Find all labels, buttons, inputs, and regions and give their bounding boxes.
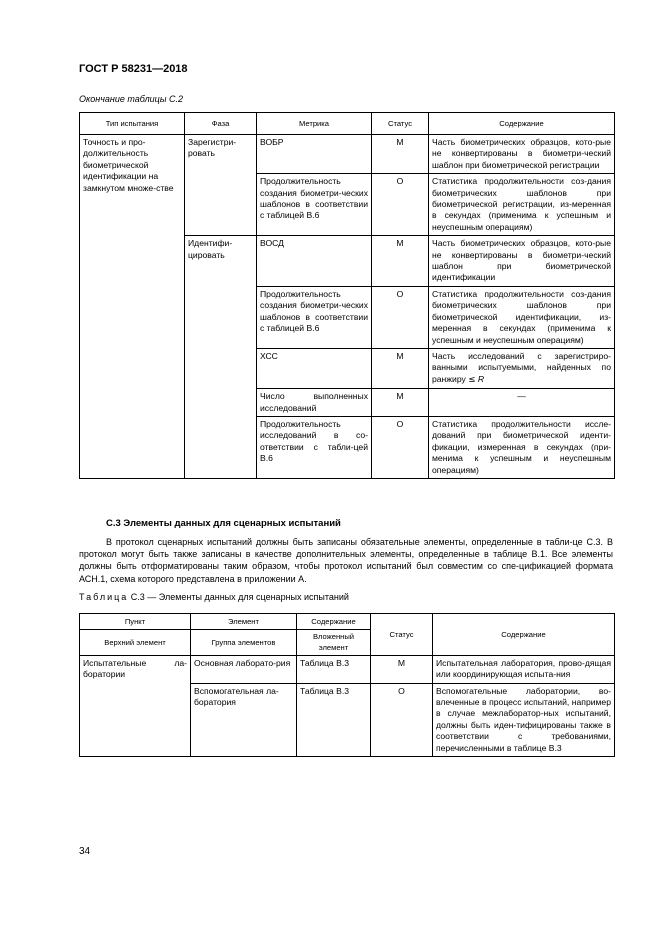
metric-cell: ВОБР — [257, 135, 372, 174]
status-cell: М — [372, 389, 429, 417]
column-header-content: Содержание — [429, 113, 615, 135]
column-header-group: Группа элементов — [191, 630, 297, 656]
status-cell: О — [372, 174, 429, 236]
metric-cell: ВОСД — [257, 236, 372, 287]
column-header-status: Статус — [372, 113, 429, 135]
description-cell: Вспомогательные лаборатории, во-влеченные в процесс испытаний, например в случае межлаборатор-ных испытаний, должны быть иден-тифицированы также в соответствии с требованиями, перечисленными в таблице В.3 — [433, 683, 615, 756]
column-header-phase: Фаза — [185, 113, 257, 135]
top-element-cell: Испытательные ла-боратории — [80, 655, 191, 756]
document-code-header: ГОСТ Р 58231—2018 — [79, 63, 188, 75]
less-or-equal-symbol: ≤ — [468, 374, 476, 385]
status-cell: М — [372, 348, 429, 388]
metric-cell: Продолжительность исследований в со-ответствии с табли-цей В.6 — [257, 416, 372, 478]
group-cell: Вспомогательная ла-боратория — [191, 683, 297, 756]
rank-variable: R — [477, 373, 485, 384]
table-caption-word: Таблица — [79, 592, 129, 602]
table-c2 — [79, 112, 615, 479]
table-header-row — [80, 113, 615, 135]
table-header-row — [80, 614, 615, 630]
nested-cell: Таблица В.3 — [297, 655, 371, 683]
column-header-content-group: Содержание — [297, 614, 371, 630]
group-cell: Основная лаборато-рия — [191, 655, 297, 683]
status-cell: О — [372, 286, 429, 348]
column-header-test-type: Тип испытания — [80, 113, 185, 135]
table-caption-text: С.3 — Элементы данных для сценарных испытаний — [128, 592, 349, 602]
table-c3 — [79, 613, 615, 757]
content-cell: Статистика продолжительности соз-дания биометрических шаблонов при биометрической регистрации, из-меренная в секундах (применима к успешным и неуспешным операциям) — [429, 174, 615, 236]
section-c3-paragraph: В протокол сценарных испытаний должны быть записаны обязательные элементы, определенные в табли-це С.3. В протокол могут быть также записаны в качестве дополнительных элементы, определенные в таблице В.1. Все элементы должны быть отформатированы таким образом, чтобы протокол испытаний был совместим со спе-цификацией формата АСН.1, схема которого представлена в приложении А. — [79, 537, 613, 584]
column-header-item: Пункт — [80, 614, 191, 630]
content-cell: Часть биометрических образцов, кото-рые не конвертированы в биометри-ческий шаблон при биометрической регистрации — [429, 135, 615, 174]
section-c3-title: С.3 Элементы данных для сценарных испытаний — [106, 518, 341, 529]
content-cell: Статистика продолжительности иссле-дований при биометрической иденти-фикации, измеренная в секундах (при-менима к успешным и неуспешным операциям) — [429, 416, 615, 478]
status-cell: М — [372, 135, 429, 174]
column-header-metric: Метрика — [257, 113, 372, 135]
nested-cell: Таблица В.3 — [297, 683, 371, 756]
content-cell: Статистика продолжительности соз-дания биометрических шаблонов при биометрической идентификации, из-меренная в секундах (применима к успешным и неуспешным операциям) — [429, 286, 615, 348]
status-cell: О — [371, 683, 433, 756]
test-type-cell: Точность и про-должительность биометрической идентификации на замкнутом множе-стве — [80, 135, 185, 479]
metric-cell: Продолжительность создания биометри-ческих шаблонов в соответствии с таблицей В.6 — [257, 286, 372, 348]
content-text: Часть исследований с зарегистриро-ванными испытуемыми, найденных по ранжиру — [432, 350, 611, 384]
column-header-nested: Вложенный элемент — [297, 630, 371, 656]
status-cell: М — [371, 655, 433, 683]
page-number: 34 — [79, 846, 91, 857]
table-row — [80, 655, 615, 683]
status-cell: М — [372, 236, 429, 287]
content-cell: Часть биометрических образцов, кото-рые не конвертированы в биометри-ческий шаблон при биометрической идентификации — [429, 236, 615, 287]
column-header-status: Статус — [371, 614, 433, 656]
phase-identify-cell: Идентифи-цировать — [185, 236, 257, 479]
column-header-element: Элемент — [191, 614, 297, 630]
metric-cell: Продолжительность создания биометри-ческих шаблонов в соответствии с таблицей В.6 — [257, 174, 372, 236]
metric-cell: ХСС — [257, 348, 372, 388]
status-cell: О — [372, 416, 429, 478]
table-row — [80, 135, 615, 174]
table-c2-continuation-caption: Окончание таблицы С.2 — [79, 94, 183, 104]
description-cell: Испытательная лаборатория, прово-дящая или координирующая испыта-ния — [433, 655, 615, 683]
metric-cell: Число выполненных исследований — [257, 389, 372, 417]
table-c3-caption — [79, 592, 349, 602]
phase-register-cell: Зарегистри-ровать — [185, 135, 257, 236]
content-cell: — — [429, 389, 615, 417]
column-header-description: Содержание — [433, 614, 615, 656]
column-header-top-element: Верхний элемент — [80, 630, 191, 656]
content-cell — [429, 348, 615, 388]
